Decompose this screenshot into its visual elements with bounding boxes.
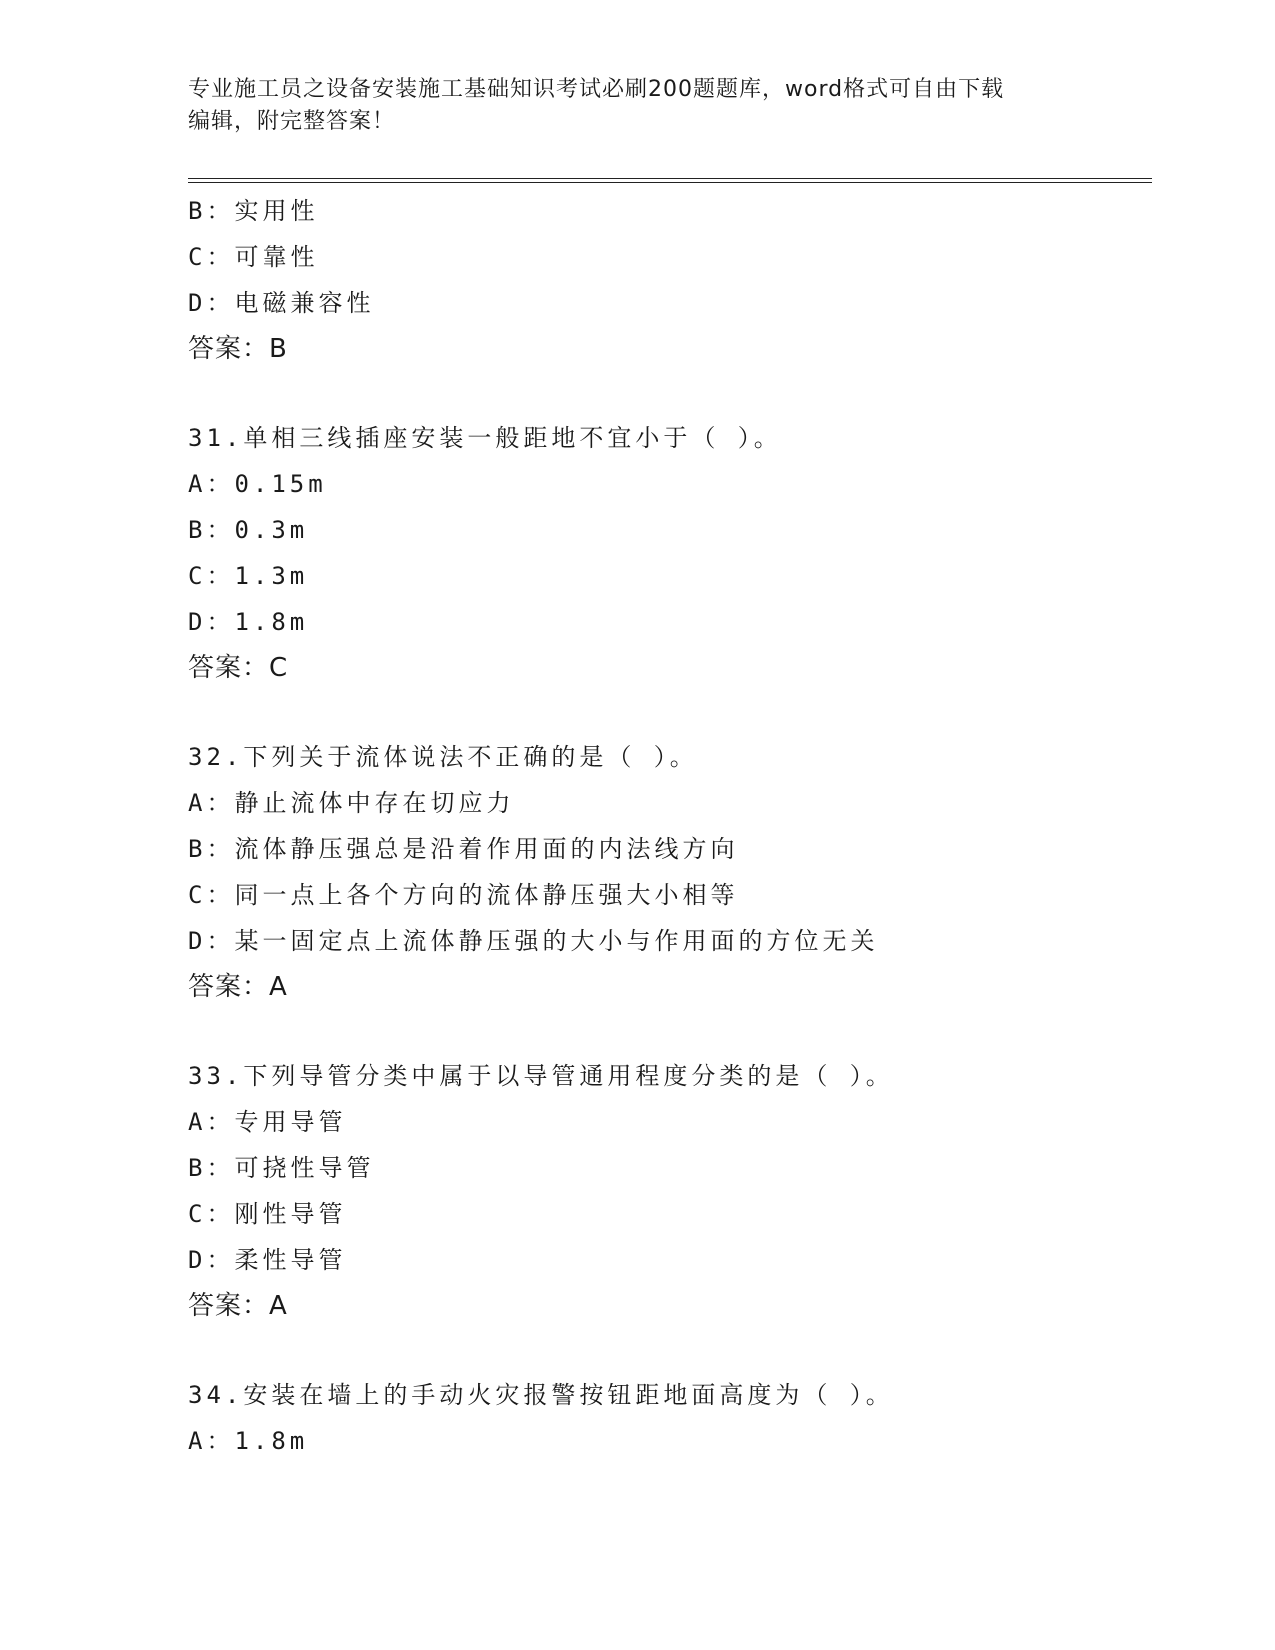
question-text: 33.下列导管分类中属于以导管通用程度分类的是（ ）。 bbox=[188, 1062, 894, 1090]
answer-line: 答案：B bbox=[188, 334, 288, 364]
question-block-32 bbox=[188, 734, 1148, 1010]
question-text: 32.下列关于流体说法不正确的是（ ）。 bbox=[188, 743, 698, 771]
spacer bbox=[188, 1329, 1148, 1372]
question-block-34 bbox=[188, 1372, 1148, 1464]
option-d: D：柔性导管 bbox=[188, 1246, 347, 1274]
question-block-30 bbox=[188, 188, 1148, 372]
option-c: C：刚性导管 bbox=[188, 1200, 347, 1228]
option-c: C：1.3m bbox=[188, 562, 309, 590]
answer-line: 答案：A bbox=[188, 972, 288, 1002]
option-a: A：静止流体中存在切应力 bbox=[188, 789, 515, 817]
header-rule-bottom bbox=[188, 182, 1152, 183]
option-b: B：0.3m bbox=[188, 516, 309, 544]
document-header bbox=[188, 74, 1088, 138]
option-c: C：同一点上各个方向的流体静压强大小相等 bbox=[188, 881, 739, 909]
option-a: A：1.8m bbox=[188, 1427, 309, 1455]
question-text: 34.安装在墙上的手动火灾报警按钮距地面高度为（ ）。 bbox=[188, 1381, 894, 1409]
answer-line: 答案：C bbox=[188, 653, 289, 683]
option-b: B：实用性 bbox=[188, 197, 319, 225]
spacer bbox=[188, 1010, 1148, 1053]
option-a: A：0.15m bbox=[188, 470, 327, 498]
header-line-2: 编辑，附完整答案！ bbox=[188, 109, 396, 134]
header-line-1: 专业施工员之设备安装施工基础知识考试必刷200题题库，word格式可自由下载 bbox=[188, 77, 1005, 102]
option-a: A：专用导管 bbox=[188, 1108, 347, 1136]
spacer bbox=[188, 372, 1148, 415]
option-b: B：可挠性导管 bbox=[188, 1154, 375, 1182]
option-b: B：流体静压强总是沿着作用面的内法线方向 bbox=[188, 835, 739, 863]
option-d: D：电磁兼容性 bbox=[188, 289, 375, 317]
option-c: C：可靠性 bbox=[188, 243, 319, 271]
question-text: 31.单相三线插座安装一般距地不宜小于（ ）。 bbox=[188, 424, 782, 452]
option-d: D：某一固定点上流体静压强的大小与作用面的方位无关 bbox=[188, 927, 879, 955]
option-d: D：1.8m bbox=[188, 608, 309, 636]
header-rule-top bbox=[188, 178, 1152, 179]
question-list bbox=[188, 188, 1148, 1464]
answer-line: 答案：A bbox=[188, 1291, 288, 1321]
spacer bbox=[188, 691, 1148, 734]
question-block-33 bbox=[188, 1053, 1148, 1329]
question-block-31 bbox=[188, 415, 1148, 691]
